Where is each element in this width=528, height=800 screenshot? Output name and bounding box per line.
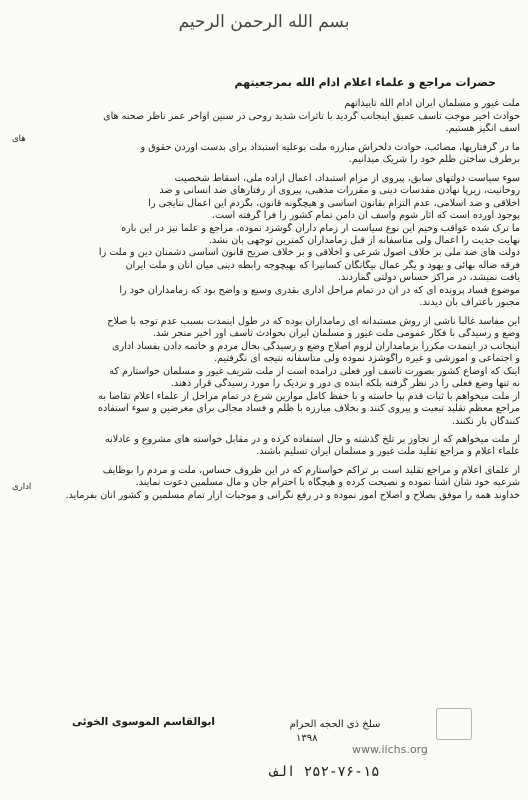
letter-line: موضوع فساد پرونده ای که در آن در تمام مراحل اداری بقدری وسیع و واضح بود که زمامداران خود را: [119, 284, 520, 296]
signature-name: ابوالقاسم الموسوی الخوئی: [72, 716, 215, 728]
letter-line: اسف انگیز هستیم.: [445, 123, 520, 135]
margin-note: های: [12, 134, 26, 144]
letter-line: این مفاسد غالباً ناشی از روش مستبدانه ای زمامداران بوده که در طول اینمدت بسبب عدم توجه با صلاح: [107, 315, 520, 327]
letter-line: ملت غیور و مسلمان ایران ادام الله تاییداتهم: [344, 98, 520, 110]
signature-year: ۱۳۹۸: [296, 733, 318, 744]
seal-stamp: [436, 708, 472, 740]
letter-line: روحانیت، زیرپا نهادن مقدسات دینی و مقررات مذهبی، پیروی از رفتارهای ضد انسانی و ضد: [159, 185, 520, 197]
letter-line: مجبور باعتراف بآن دیدند.: [419, 297, 520, 309]
catalog-number: ۲۵۲-۷۶-۱۵ الف: [270, 764, 380, 780]
letter-line: اینجانب در اینمدت مکرراً بزمامداران لزوم اصلاح وضع و رسیدگی بحال مردم و خاتمه دادن بفساد اداری: [112, 340, 520, 352]
letter-line: از ملت میخواهم که از تجاوز بر تلخ گذشته و حال استفاده کرده و در مقابل خواسته های مشروع و عادلانه: [104, 434, 520, 446]
margin-note: اداری: [12, 482, 32, 492]
letter-line: اینک که اوضاع کشور بصورت تاسف آور فعلی درآمده است از ملت شریف غیور و مسلمان خواستارم که: [109, 365, 520, 377]
letter-line: از ملت میخواهم با ثبات قدم بپا خاسته و با حفظ کامل موازین شرع در تمام مراحل از علماء اعلام تقاضا به: [98, 390, 520, 402]
letter-line: و اجتماعی و آموزشی و غیره راگوشزد نموده ولی متاسفانه نتیجه ای نگرفتیم.: [214, 353, 520, 365]
letter-line: اخلاقی و ضد اسلامی، عدم التزام بقانون اساسی و هیچگونه قانون، بگردم این اعمال نتایجی را: [148, 197, 520, 209]
letter-body: [10, 76, 520, 502]
letter-line: از علمای اعلام و مراجع تقلید است بر تراکم خواستارم که در این ظروف حساس، ملت و مردم را بوظایف: [102, 464, 520, 476]
letter-line: علماء اعلام و مراجع تقلید ملت غیور و مسلمان ایران تسلیم باشند.: [256, 446, 520, 458]
letter-line: دولت های ضد ملی بر خلاف اصول شرعی و اخلاقی و بر خلاف صریح قانون اساسی دشمنان دین و ملت را: [98, 247, 520, 259]
signature-date: سلخ ذی الحجه الحرام: [289, 719, 381, 730]
letter-line: سوء سیاست دولتهای سابق، پیروی از مرام استبداد، اعمال اراده ملی، اسقاط شخصیت: [174, 172, 520, 184]
letter-line: شرعیه خود شان آشنا نموده و نصیحت کرده و هیچگاه با احترام جان و مال مسلمین دعوت نمایند.: [135, 477, 520, 489]
letter-line: فرقه ضاله بهائی و یهود و یگر عمال بیگانگان کسانیرا که بهیچوجه رابطه دینی میان آنان و ملت ایران: [125, 259, 520, 271]
letter-line: برطرف ساختن ظلم خود را شریک میدانیم.: [348, 154, 520, 166]
letter-line: حوادث اخیر موجب تاسف عمیق اینجانب گردید با تاثرات شدید روحی در سنین اواخر عمر ناظر صحنه های: [103, 110, 520, 122]
watermark-url: www.iichs.org: [352, 743, 428, 756]
letter-line: یافت نمیشد، در مراکز حساس دولتی گماردند.: [337, 272, 520, 284]
letter-line: بوجود آورده است که آثار شوم واسف آن دامن تمام کشور را فرا گرفته است.: [211, 210, 520, 222]
letter-line: ما ترک شده عواقب وخیم این نوع سیاست ار زمام داران گوشزد نموده، مراجع و علما نیز در این باره: [121, 222, 520, 234]
bismillah-heading: بسم الله الرحمن الرحیم: [178, 12, 350, 32]
letter-salutation: حضرات مراجع و علماء اعلام ادام الله بمرجعیتهم: [234, 76, 496, 89]
letter-line: ما در گرفتاریها، مصائب، حوادث دلخراش مبارزه ملت بوعلیه استبداد برای بدست آوردن حقوق و: [140, 141, 520, 153]
letter-line: مراجع معظم تقلید تبعیت و پیروی کنند و بخلاف مبارزه با ظلم و فساد مجالی برای مغرضین و سوء استفاده: [98, 403, 520, 415]
letter-line: کنندگان باز نکنند.: [451, 415, 520, 427]
letter-line: خداوند همه را موفق بصلاح و اصلاح امور نموده و در رفع نگرانی و موجبات آزار تمام مسلمین و کشور آنان بفرماید.: [65, 489, 520, 501]
letter-line: وضع و رسیدگی با فکار عمومی ملت غیور و مسلمان ایران بحوادث تاسف آور اخیر منجر شد.: [152, 328, 520, 340]
letter-line: نهایت جدیت را اعمال ولی متاسفانه از قبل زمامداران کمترین توجهی بآن نشد.: [208, 234, 520, 246]
letter-line: نه تنها وضع فعلی را در نظر گرفته بلکه آینده ی دور و نزدیک را مورد رسیدگی قرار دهند.: [170, 378, 520, 390]
